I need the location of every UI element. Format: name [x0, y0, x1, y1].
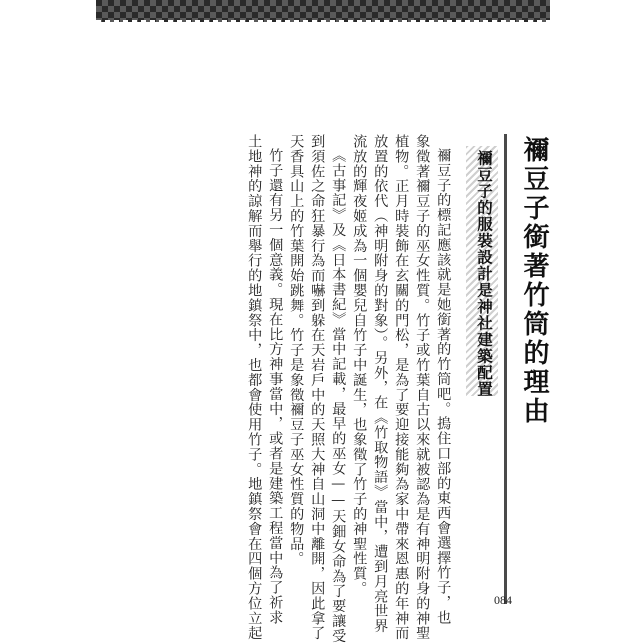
body-column: 到須佐之命狂暴行為而嚇到躲在天岩戶中的天照大神自山洞中離開，因此拿了	[309, 134, 326, 641]
section-subtitle: 禰豆子的服裝設計是神社建築配置	[475, 150, 493, 398]
title-divider	[504, 134, 507, 604]
body-column: 《古事記》及《日本書紀》當中記載，最早的巫女——天鈿女命為了要讓受	[330, 148, 347, 643]
body-column: 放置的依代（神明附身的對象）。另外，在《竹取物語》當中，遭到月亮世界	[372, 134, 389, 634]
body-column: 禰豆子的標記應該就是她銜著的竹筒吧。摀住口部的東西會選擇竹子，也	[435, 148, 452, 625]
chapter-title: 禰豆子銜著竹筒的理由	[519, 136, 549, 426]
book-page	[96, 26, 550, 643]
body-column: 土地神的諒解而舉行的地鎮祭中，也都會使用竹子。地鎮祭會在四個方位立起	[246, 134, 263, 641]
body-column: 流放的輝夜姬成為一個嬰兒自竹子中誕生，也象徵了竹子的神聖性質。	[351, 134, 368, 596]
body-column: 象徵著禰豆子的巫女性質。竹子或竹葉自古以來就被認為是有神明附身的神聖	[414, 134, 431, 641]
body-column: 竹子還有另一個意義。現在比方神事當中，或者是建築工程當中為了祈求	[267, 148, 284, 625]
body-column: 天香具山上的竹葉開始跳舞。竹子是象徵禰豆子巫女性質的物品。	[288, 134, 305, 567]
page-number: 084	[494, 593, 512, 607]
body-column: 植物。正月時裝飾在玄關的門松，是為了要迎接能夠為家中帶來恩惠的年神而	[393, 134, 410, 641]
top-checker-border	[96, 0, 550, 22]
